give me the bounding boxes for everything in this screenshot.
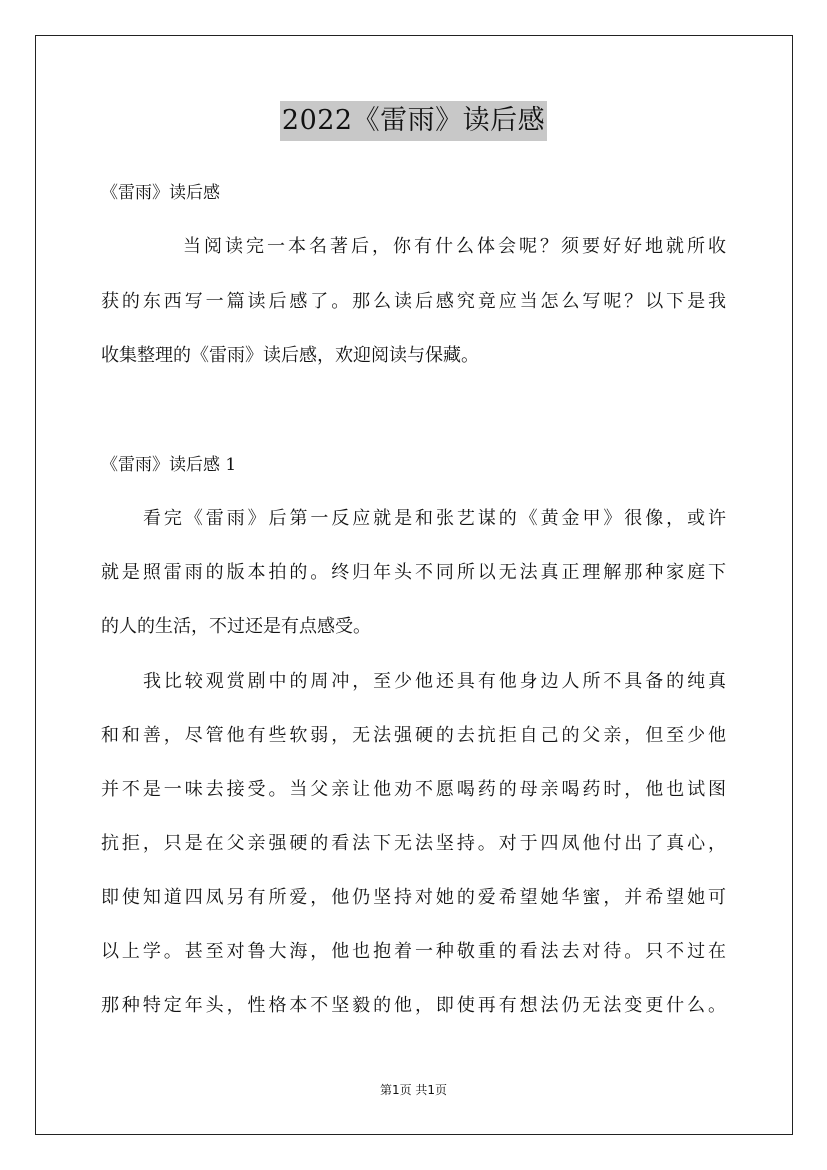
- para2-line-7: 那种特定年头，性格本不坚毅的他，即使再有想法仍无法变更什么。: [101, 995, 726, 1016]
- para2-line-4: 抗拒，只是在父亲强硬的看法下无法坚持。对于四凤他付出了真心，: [101, 833, 726, 854]
- para2-line-2: 和和善，尽管他有些软弱，无法强硬的去抗拒自己的父亲，但至少他: [101, 725, 726, 746]
- para2-line-3: 并不是一味去接受。当父亲让他劝不愿喝药的母亲喝药时，他也试图: [101, 779, 726, 800]
- document-title: 2022《雷雨》读后感: [280, 101, 547, 141]
- para1-line-3: 的人的生活，不过还是有点感受。: [101, 616, 371, 637]
- para2-line-5: 即使知道四凤另有所爱，他仍坚持对她的爱希望她华蜜，并希望她可: [101, 887, 726, 908]
- para2-line-6: 以上学。甚至对鲁大海，他也抱着一种敬重的看法去对待。只不过在: [101, 941, 726, 962]
- intro-heading: 《雷雨》读后感: [101, 183, 220, 203]
- section-heading: 《雷雨》读后感 1: [101, 455, 237, 475]
- intro-line-1: 当阅读完一本名著后，你有什么体会呢？须要好好地就所收: [183, 236, 726, 257]
- page-footer: 第1页 共1页: [379, 1083, 448, 1097]
- title-wrap: [0, 101, 827, 141]
- para2-line-1: 我比较观赏剧中的周冲，至少他还具有他身边人所不具备的纯真: [143, 671, 726, 692]
- intro-line-3: 收集整理的《雷雨》读后感，欢迎阅读与保藏。: [101, 345, 479, 366]
- intro-line-2: 获的东西写一篇读后感了。那么读后感究竟应当怎么写呢？以下是我: [101, 291, 726, 312]
- para1-line-2: 就是照雷雨的版本拍的。终归年头不同所以无法真正理解那种家庭下: [101, 562, 726, 583]
- para1-line-1: 看完《雷雨》后第一反应就是和张艺谋的《黄金甲》很像，或许: [143, 508, 726, 529]
